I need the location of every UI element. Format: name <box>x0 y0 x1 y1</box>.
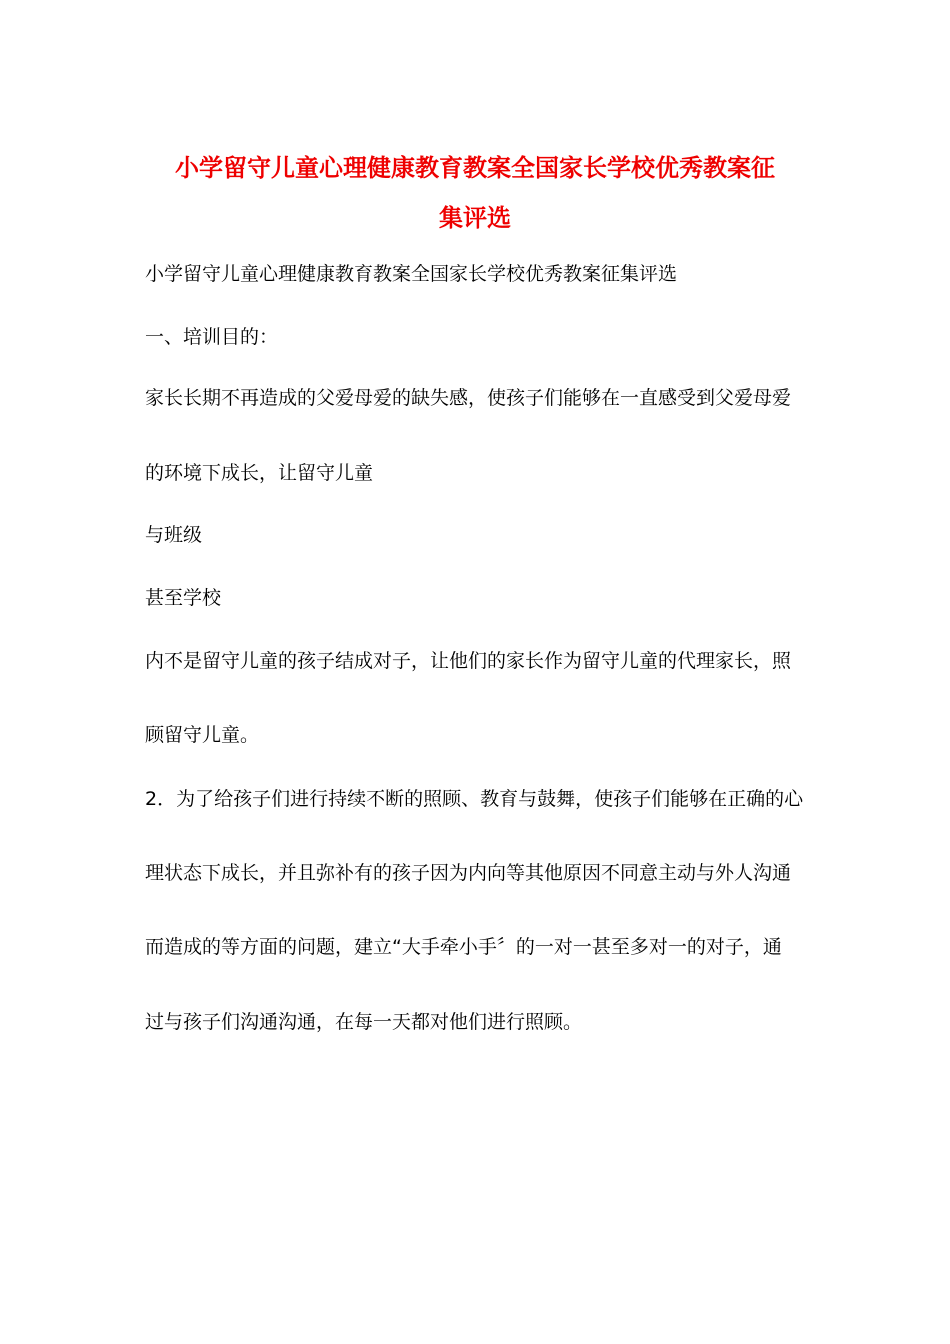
body-line: 家长长期不再造成的父爱母爱的缺失感，使孩子们能够在一直感受到父爱母爱 <box>145 387 792 409</box>
body-line: 内不是留守儿童的孩子结成对子，让他们的家长作为留守儿童的代理家长，照 <box>145 650 792 672</box>
section-heading: 一、培训目的： <box>145 326 279 348</box>
body-line: 过与孩子们沟通沟通，在每一天都对他们进行照顾。 <box>145 1011 583 1033</box>
body-line: 理状态下成长，并且弥补有的孩子因为内向等其他原因不同意主动与外人沟通 <box>145 862 792 884</box>
subtitle-line: 小学留守儿童心理健康教育教案全国家长学校优秀教案征集评选 <box>145 263 678 285</box>
document-title-line-2: 集评选 <box>439 203 511 232</box>
body-line: 与班级 <box>145 524 203 546</box>
document-title-line-1: 小学留守儿童心理健康教育教案全国家长学校优秀教案征 <box>175 153 775 182</box>
body-line: 甚至学校 <box>145 587 222 609</box>
body-line: 而造成的等方面的问题，建立“大手牵小手〞的一对一甚至多对一的对子，通 <box>145 936 782 958</box>
body-line: 2．为了给孩子们进行持续不断的照顾、教育与鼓舞，使孩子们能够在正确的心 <box>145 788 804 810</box>
body-line: 顾留守儿童。 <box>145 724 260 746</box>
body-line: 的环境下成长，让留守儿童 <box>145 462 374 484</box>
